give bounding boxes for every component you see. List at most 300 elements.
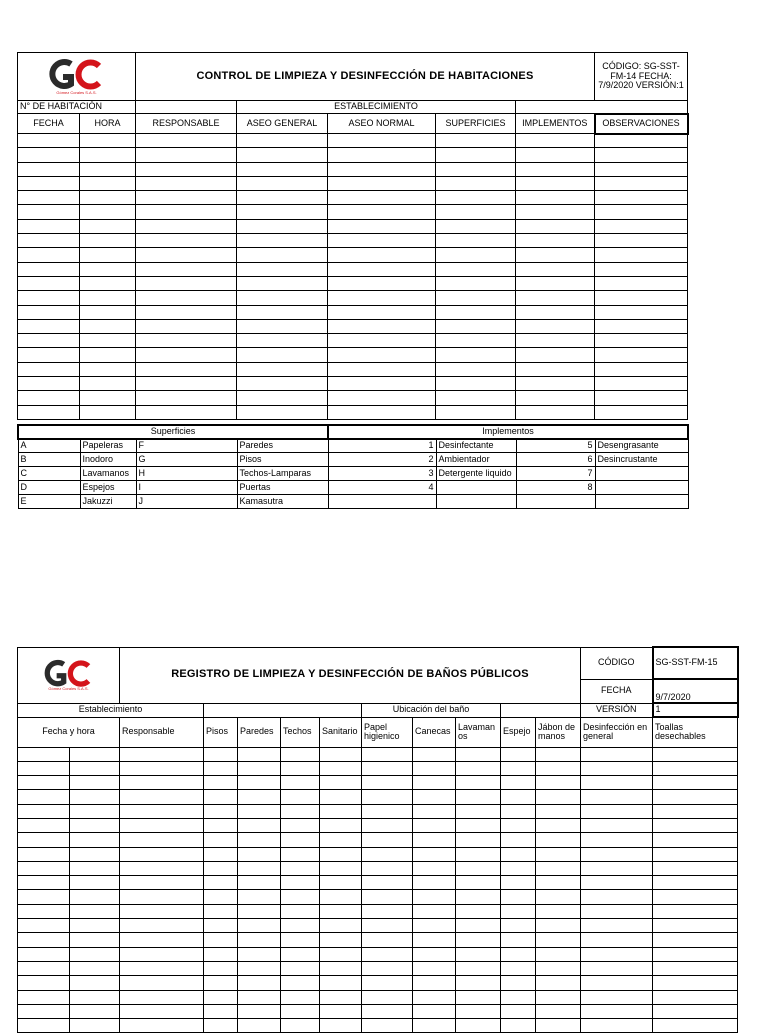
table-cell[interactable]: [320, 876, 362, 890]
table-cell[interactable]: [436, 248, 516, 262]
table-cell[interactable]: [362, 947, 413, 961]
table-cell[interactable]: [436, 405, 516, 419]
table-cell[interactable]: [204, 847, 238, 861]
table-cell[interactable]: [516, 148, 595, 162]
table-cell[interactable]: [581, 818, 653, 832]
establishment-value[interactable]: [516, 101, 688, 114]
table-cell[interactable]: [238, 833, 281, 847]
table-cell[interactable]: [581, 1019, 653, 1033]
table-cell[interactable]: [413, 776, 456, 790]
table-cell[interactable]: [456, 919, 501, 933]
table-cell[interactable]: [456, 904, 501, 918]
table-cell[interactable]: [581, 933, 653, 947]
table-cell[interactable]: [120, 976, 204, 990]
table-cell[interactable]: [595, 234, 688, 248]
table-cell[interactable]: [456, 976, 501, 990]
table-cell[interactable]: [18, 890, 70, 904]
table-cell[interactable]: [516, 219, 595, 233]
table-cell[interactable]: [281, 1004, 320, 1018]
table-cell[interactable]: [70, 833, 120, 847]
table-cell[interactable]: [501, 947, 536, 961]
table-cell[interactable]: [653, 890, 738, 904]
table-cell[interactable]: [436, 191, 516, 205]
table-cell[interactable]: [204, 919, 238, 933]
table-cell[interactable]: [581, 1004, 653, 1018]
table-cell[interactable]: [204, 1019, 238, 1033]
table-cell[interactable]: [328, 276, 436, 290]
table-cell[interactable]: [237, 134, 328, 148]
table-cell[interactable]: [328, 162, 436, 176]
table-cell[interactable]: [70, 961, 120, 975]
table-cell[interactable]: [120, 904, 204, 918]
table-cell[interactable]: [516, 234, 595, 248]
table-cell[interactable]: [413, 761, 456, 775]
table-cell[interactable]: [70, 947, 120, 961]
table-cell[interactable]: [136, 276, 237, 290]
table-cell[interactable]: [120, 804, 204, 818]
table-cell[interactable]: [436, 262, 516, 276]
table-cell[interactable]: [456, 961, 501, 975]
table-cell[interactable]: [80, 319, 136, 333]
table-cell[interactable]: [204, 990, 238, 1004]
table-cell[interactable]: [581, 747, 653, 761]
table-cell[interactable]: [516, 276, 595, 290]
table-cell[interactable]: [120, 861, 204, 875]
table-cell[interactable]: [136, 248, 237, 262]
table-cell[interactable]: [204, 976, 238, 990]
table-cell[interactable]: [413, 890, 456, 904]
table-cell[interactable]: [80, 348, 136, 362]
table-cell[interactable]: [80, 176, 136, 190]
table-cell[interactable]: [320, 904, 362, 918]
table-cell[interactable]: [80, 362, 136, 376]
table-cell[interactable]: [581, 861, 653, 875]
table-cell[interactable]: [120, 1004, 204, 1018]
table-cell[interactable]: [595, 377, 688, 391]
table-cell[interactable]: [595, 219, 688, 233]
table-cell[interactable]: [516, 205, 595, 219]
table-cell[interactable]: [328, 248, 436, 262]
table-cell[interactable]: [18, 148, 80, 162]
table-cell[interactable]: [456, 876, 501, 890]
table-cell[interactable]: [120, 990, 204, 1004]
table-cell[interactable]: [18, 176, 80, 190]
table-cell[interactable]: [328, 262, 436, 276]
table-cell[interactable]: [581, 776, 653, 790]
table-cell[interactable]: [516, 176, 595, 190]
table-cell[interactable]: [18, 234, 80, 248]
table-cell[interactable]: [320, 890, 362, 904]
table-cell[interactable]: [80, 276, 136, 290]
table-cell[interactable]: [362, 804, 413, 818]
table-cell[interactable]: [536, 776, 581, 790]
table-cell[interactable]: [70, 976, 120, 990]
table-cell[interactable]: [328, 148, 436, 162]
table-cell[interactable]: [595, 162, 688, 176]
table-cell[interactable]: [18, 919, 70, 933]
table-cell[interactable]: [204, 947, 238, 961]
table-cell[interactable]: [80, 262, 136, 276]
table-cell[interactable]: [80, 377, 136, 391]
table-cell[interactable]: [136, 348, 237, 362]
table-cell[interactable]: [595, 205, 688, 219]
table-cell[interactable]: [536, 861, 581, 875]
table-cell[interactable]: [80, 205, 136, 219]
table-cell[interactable]: [653, 776, 738, 790]
table-cell[interactable]: [70, 804, 120, 818]
table-cell[interactable]: [362, 747, 413, 761]
table-cell[interactable]: [328, 134, 436, 148]
table-cell[interactable]: [237, 405, 328, 419]
table-cell[interactable]: [237, 319, 328, 333]
table-cell[interactable]: [238, 919, 281, 933]
table-cell[interactable]: [456, 861, 501, 875]
table-cell[interactable]: [18, 1019, 70, 1033]
table-cell[interactable]: [18, 876, 70, 890]
table-cell[interactable]: [18, 291, 80, 305]
table-cell[interactable]: [328, 205, 436, 219]
table-cell[interactable]: [136, 134, 237, 148]
table-cell[interactable]: [595, 148, 688, 162]
table-cell[interactable]: [536, 818, 581, 832]
table-cell[interactable]: [18, 804, 70, 818]
table-cell[interactable]: [413, 747, 456, 761]
table-cell[interactable]: [18, 348, 80, 362]
table-cell[interactable]: [413, 1019, 456, 1033]
table-cell[interactable]: [362, 933, 413, 947]
table-cell[interactable]: [238, 861, 281, 875]
table-cell[interactable]: [120, 790, 204, 804]
table-cell[interactable]: [204, 776, 238, 790]
table-cell[interactable]: [320, 976, 362, 990]
table-cell[interactable]: [136, 262, 237, 276]
table-cell[interactable]: [362, 790, 413, 804]
table-cell[interactable]: [413, 818, 456, 832]
table-cell[interactable]: [413, 919, 456, 933]
table-cell[interactable]: [18, 248, 80, 262]
table-cell[interactable]: [516, 319, 595, 333]
table-cell[interactable]: [595, 176, 688, 190]
table-cell[interactable]: [536, 947, 581, 961]
table-cell[interactable]: [320, 790, 362, 804]
table-cell[interactable]: [281, 761, 320, 775]
table-cell[interactable]: [237, 262, 328, 276]
table-cell[interactable]: [204, 933, 238, 947]
table-cell[interactable]: [516, 191, 595, 205]
table-cell[interactable]: [136, 305, 237, 319]
table-cell[interactable]: [581, 961, 653, 975]
table-cell[interactable]: [516, 348, 595, 362]
table-cell[interactable]: [536, 761, 581, 775]
table-cell[interactable]: [516, 162, 595, 176]
table-cell[interactable]: [536, 876, 581, 890]
table-cell[interactable]: [320, 861, 362, 875]
table-cell[interactable]: [536, 961, 581, 975]
table-cell[interactable]: [536, 919, 581, 933]
table-cell[interactable]: [80, 234, 136, 248]
table-cell[interactable]: [238, 933, 281, 947]
table-cell[interactable]: [516, 362, 595, 376]
table-cell[interactable]: [653, 961, 738, 975]
table-cell[interactable]: [237, 305, 328, 319]
table-cell[interactable]: [70, 776, 120, 790]
table-cell[interactable]: [238, 804, 281, 818]
table-cell[interactable]: [120, 961, 204, 975]
table-cell[interactable]: [136, 334, 237, 348]
table-cell[interactable]: [18, 747, 70, 761]
table-cell[interactable]: [362, 1019, 413, 1033]
table-cell[interactable]: [456, 933, 501, 947]
table-cell[interactable]: [237, 334, 328, 348]
table-cell[interactable]: [18, 933, 70, 947]
table-cell[interactable]: [18, 847, 70, 861]
table-cell[interactable]: [328, 219, 436, 233]
table-cell[interactable]: [18, 976, 70, 990]
table-cell[interactable]: [456, 747, 501, 761]
table-cell[interactable]: [281, 961, 320, 975]
room-number-value[interactable]: [136, 101, 237, 114]
table-cell[interactable]: [281, 818, 320, 832]
table-cell[interactable]: [18, 947, 70, 961]
table-cell[interactable]: [653, 919, 738, 933]
table-cell[interactable]: [581, 990, 653, 1004]
table-cell[interactable]: [413, 833, 456, 847]
table-cell[interactable]: [456, 790, 501, 804]
form2-location-value[interactable]: [501, 703, 581, 717]
table-cell[interactable]: [18, 134, 80, 148]
table-cell[interactable]: [362, 776, 413, 790]
table-cell[interactable]: [237, 176, 328, 190]
table-cell[interactable]: [80, 391, 136, 405]
table-cell[interactable]: [501, 933, 536, 947]
table-cell[interactable]: [70, 847, 120, 861]
table-cell[interactable]: [80, 191, 136, 205]
table-cell[interactable]: [595, 276, 688, 290]
table-cell[interactable]: [281, 947, 320, 961]
table-cell[interactable]: [237, 248, 328, 262]
table-cell[interactable]: [281, 776, 320, 790]
table-cell[interactable]: [320, 947, 362, 961]
table-cell[interactable]: [436, 234, 516, 248]
table-cell[interactable]: [653, 876, 738, 890]
table-cell[interactable]: [653, 976, 738, 990]
table-cell[interactable]: [516, 334, 595, 348]
table-cell[interactable]: [501, 1004, 536, 1018]
table-cell[interactable]: [581, 804, 653, 818]
table-cell[interactable]: [320, 847, 362, 861]
table-cell[interactable]: [120, 818, 204, 832]
table-cell[interactable]: [328, 291, 436, 305]
table-cell[interactable]: [328, 377, 436, 391]
table-cell[interactable]: [328, 391, 436, 405]
table-cell[interactable]: [653, 761, 738, 775]
table-cell[interactable]: [456, 804, 501, 818]
table-cell[interactable]: [238, 904, 281, 918]
table-cell[interactable]: [581, 833, 653, 847]
table-cell[interactable]: [581, 876, 653, 890]
table-cell[interactable]: [320, 804, 362, 818]
table-cell[interactable]: [362, 919, 413, 933]
table-cell[interactable]: [413, 1004, 456, 1018]
table-cell[interactable]: [362, 861, 413, 875]
table-cell[interactable]: [595, 305, 688, 319]
table-cell[interactable]: [362, 976, 413, 990]
table-cell[interactable]: [80, 248, 136, 262]
table-cell[interactable]: [516, 291, 595, 305]
table-cell[interactable]: [328, 234, 436, 248]
table-cell[interactable]: [237, 291, 328, 305]
table-cell[interactable]: [320, 833, 362, 847]
table-cell[interactable]: [436, 391, 516, 405]
table-cell[interactable]: [18, 761, 70, 775]
table-cell[interactable]: [120, 947, 204, 961]
table-cell[interactable]: [80, 219, 136, 233]
table-cell[interactable]: [413, 790, 456, 804]
table-cell[interactable]: [18, 904, 70, 918]
table-cell[interactable]: [516, 377, 595, 391]
table-cell[interactable]: [18, 961, 70, 975]
table-cell[interactable]: [653, 1004, 738, 1018]
table-cell[interactable]: [501, 861, 536, 875]
table-cell[interactable]: [436, 205, 516, 219]
table-cell[interactable]: [281, 861, 320, 875]
table-cell[interactable]: [238, 1004, 281, 1018]
table-cell[interactable]: [281, 933, 320, 947]
table-cell[interactable]: [328, 405, 436, 419]
table-cell[interactable]: [320, 1019, 362, 1033]
table-cell[interactable]: [436, 348, 516, 362]
table-cell[interactable]: [237, 234, 328, 248]
table-cell[interactable]: [413, 861, 456, 875]
table-cell[interactable]: [281, 876, 320, 890]
table-cell[interactable]: [328, 305, 436, 319]
table-cell[interactable]: [136, 291, 237, 305]
table-cell[interactable]: [595, 362, 688, 376]
table-cell[interactable]: [501, 919, 536, 933]
table-cell[interactable]: [501, 890, 536, 904]
table-cell[interactable]: [70, 933, 120, 947]
table-cell[interactable]: [204, 904, 238, 918]
table-cell[interactable]: [516, 262, 595, 276]
table-cell[interactable]: [18, 219, 80, 233]
table-cell[interactable]: [80, 148, 136, 162]
table-cell[interactable]: [456, 890, 501, 904]
table-cell[interactable]: [581, 790, 653, 804]
table-cell[interactable]: [70, 1004, 120, 1018]
table-cell[interactable]: [18, 191, 80, 205]
table-cell[interactable]: [436, 176, 516, 190]
table-cell[interactable]: [456, 947, 501, 961]
table-cell[interactable]: [595, 319, 688, 333]
table-cell[interactable]: [136, 191, 237, 205]
table-cell[interactable]: [501, 876, 536, 890]
table-cell[interactable]: [18, 833, 70, 847]
table-cell[interactable]: [501, 976, 536, 990]
table-cell[interactable]: [18, 262, 80, 276]
table-cell[interactable]: [536, 933, 581, 947]
table-cell[interactable]: [237, 219, 328, 233]
table-cell[interactable]: [70, 761, 120, 775]
table-cell[interactable]: [120, 1019, 204, 1033]
table-cell[interactable]: [456, 818, 501, 832]
table-cell[interactable]: [204, 818, 238, 832]
table-cell[interactable]: [120, 833, 204, 847]
table-cell[interactable]: [237, 148, 328, 162]
table-cell[interactable]: [653, 833, 738, 847]
table-cell[interactable]: [136, 391, 237, 405]
table-cell[interactable]: [80, 162, 136, 176]
table-cell[interactable]: [501, 804, 536, 818]
table-cell[interactable]: [436, 148, 516, 162]
table-cell[interactable]: [413, 876, 456, 890]
table-cell[interactable]: [136, 162, 237, 176]
table-cell[interactable]: [204, 1004, 238, 1018]
table-cell[interactable]: [536, 904, 581, 918]
table-cell[interactable]: [237, 205, 328, 219]
table-cell[interactable]: [328, 176, 436, 190]
table-cell[interactable]: [18, 305, 80, 319]
table-cell[interactable]: [204, 761, 238, 775]
table-cell[interactable]: [501, 747, 536, 761]
table-cell[interactable]: [70, 890, 120, 904]
table-cell[interactable]: [80, 134, 136, 148]
table-cell[interactable]: [204, 876, 238, 890]
table-cell[interactable]: [362, 1004, 413, 1018]
table-cell[interactable]: [536, 833, 581, 847]
table-cell[interactable]: [501, 818, 536, 832]
table-cell[interactable]: [120, 876, 204, 890]
table-cell[interactable]: [238, 1019, 281, 1033]
table-cell[interactable]: [204, 861, 238, 875]
table-cell[interactable]: [18, 1004, 70, 1018]
table-cell[interactable]: [320, 990, 362, 1004]
table-cell[interactable]: [70, 790, 120, 804]
table-cell[interactable]: [436, 276, 516, 290]
table-cell[interactable]: [237, 348, 328, 362]
table-cell[interactable]: [581, 761, 653, 775]
table-cell[interactable]: [362, 876, 413, 890]
table-cell[interactable]: [362, 961, 413, 975]
table-cell[interactable]: [237, 276, 328, 290]
table-cell[interactable]: [362, 761, 413, 775]
table-cell[interactable]: [204, 961, 238, 975]
table-cell[interactable]: [653, 790, 738, 804]
table-cell[interactable]: [516, 248, 595, 262]
table-cell[interactable]: [70, 919, 120, 933]
table-cell[interactable]: [320, 1004, 362, 1018]
table-cell[interactable]: [328, 348, 436, 362]
table-cell[interactable]: [516, 134, 595, 148]
table-cell[interactable]: [320, 933, 362, 947]
table-cell[interactable]: [456, 1019, 501, 1033]
table-cell[interactable]: [436, 162, 516, 176]
table-cell[interactable]: [536, 1019, 581, 1033]
table-cell[interactable]: [362, 990, 413, 1004]
table-cell[interactable]: [136, 405, 237, 419]
table-cell[interactable]: [536, 790, 581, 804]
table-cell[interactable]: [436, 362, 516, 376]
table-cell[interactable]: [18, 405, 80, 419]
table-cell[interactable]: [413, 933, 456, 947]
table-cell[interactable]: [320, 761, 362, 775]
table-cell[interactable]: [204, 790, 238, 804]
table-cell[interactable]: [70, 1019, 120, 1033]
table-cell[interactable]: [436, 291, 516, 305]
table-cell[interactable]: [456, 761, 501, 775]
table-cell[interactable]: [238, 890, 281, 904]
table-cell[interactable]: [18, 990, 70, 1004]
table-cell[interactable]: [456, 833, 501, 847]
